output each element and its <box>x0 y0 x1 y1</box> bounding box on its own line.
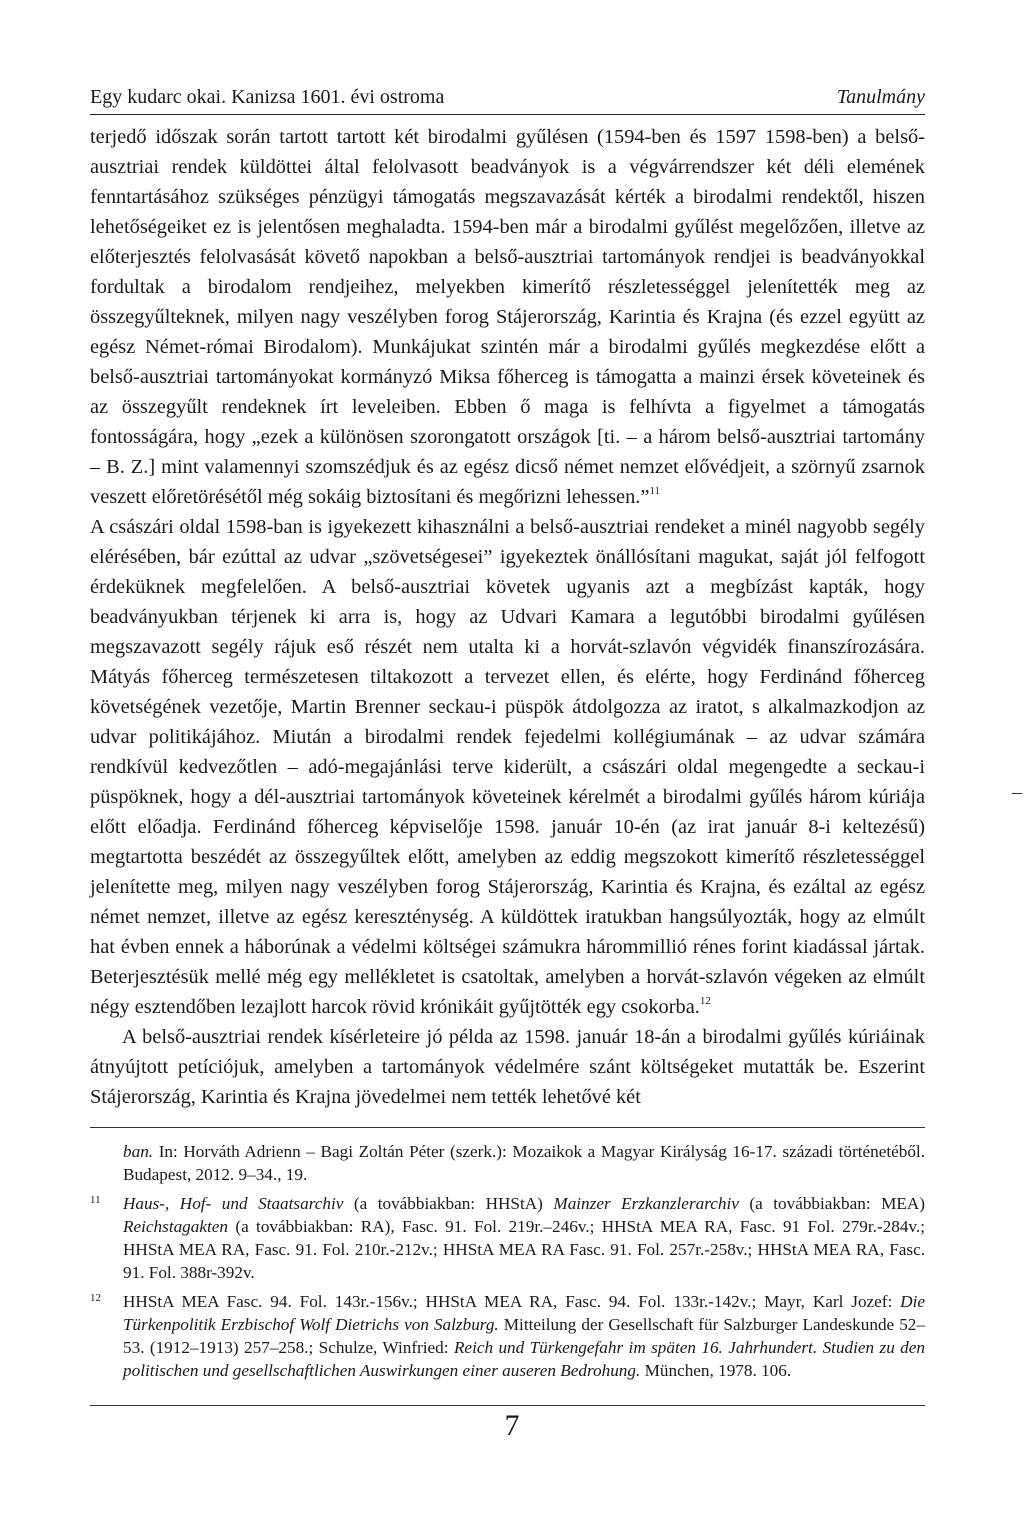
footnote-11-text-2: (a továbbiakban: MEA) <box>738 1194 926 1213</box>
header-section-label: Tanulmány <box>836 86 925 108</box>
footnotes <box>90 1140 925 1388</box>
page-number: 7 <box>504 1409 520 1442</box>
footnote-11-text-1: (a továbbiakban: HHStA) <box>343 1194 554 1213</box>
main-text <box>90 122 925 1112</box>
footnote-12-text-3: München, 1978. 106. <box>640 1361 792 1380</box>
footnote-cont-italic: ban. <box>123 1142 154 1161</box>
margin-mark: – <box>1012 781 1022 803</box>
footnote-number-12: 12 <box>90 1292 101 1304</box>
running-header <box>90 84 925 115</box>
paragraph-3 <box>90 1022 925 1112</box>
paragraph-1-text: terjedő időszak során tartott tartott két birodalmi gyűlésen (1594-ben és 1597 1598-ben) a belső-ausztriai rendek küldöttei által felolvasott beadványok is a végvárrendszer két déli elemének fenntartásához szükséges pénzügyi támogatás megszavazását kérték a birodalmi rendektől, hiszen lehetőségeiket ez is jelentősen meghaladta. 1594-ben már a birodalmi gyűlést megelőzően, illetve az előterjesztés felolvasását követő napokban a belső-ausztriai tartományok rendjei is beadványokkal fordultak a birodalom rendjeihez, melyekben kimerítő részletességgel jelenítették meg az összegyűlteknek, milyen nagy veszélyben forog Stájerország, Karintia és Krajna (és ezzel együtt az egész Német-római Birodalom). Munkájukat szintén már a birodalmi gyűlés megkezdése előtt a belső-ausztriai tartományokat kormányzó Miksa főherceg is támogatta a mainzi érsek követeinek és az összegyűlt rendeknek írt leveleiben. Ebben ő maga is felhívta a figyelmet a támogatás fontosságára, hogy „ezek a különösen szorongatott országok [ti. – a három belső-ausztriai tartomány – B. Z.] mint valamennyi szomszédjuk és az egész dicső német nemzet elővédjeit, a szörnyű zsarnok veszett előretörésétől még sokáig biztosítani és megőrizni lehessen.” <box>90 126 925 508</box>
header-title: Egy kudarc okai. Kanizsa 1601. évi ostroma <box>90 86 445 108</box>
footnote-ref-11: 11 <box>649 485 661 497</box>
paragraph-2-text: A császári oldal 1598-ban is igyekezett kihasználni a belső-ausztriai rendeket a minél nagyobb segély elérésében, bár ezúttal az udvar „szövetségesei” igyekeztek önállósítani magukat, saját jól felfogott érdeküknek megfelelően. A belső-ausztriai követek ugyanis azt a megbízást kapták, hogy beadványukban térjenek ki arra is, hogy az Udvari Kamara a legutóbbi birodalmi gyűlésen megszavazott segély rájuk eső részét nem utalta ki a horvát-szlavón végvidék finanszírozására. Mátyás főherceg természetesen tiltakozott a tervezet ellen, és elérte, hogy Ferdinánd főherceg követségének vezetője, Martin Brenner seckau-i püspök átdolgozza az iratot, s alkalmazkodjon az udvar politikájához. Miután a birodalmi rendek fejedelmi kollégiumának – az udvar számára rendkívül kedvezőtlen – adó-megajánlási terve kiderült, a császári oldal megengedte a seckau-i püspöknek, hogy a dél-ausztriai tartományok követeinek kérelmét a birodalmi gyűlés három kúriája előtt előadja. Ferdinánd főherceg képviselője 1598. január 10-én (az irat január 8-i keltezésű) megtartotta beszédét az összegyűltek előtt, amelyben az eddig megszokott kimerítő részletességgel jelenítette meg, milyen nagy veszélyben forog Stájerország, Karintia és Krajna, és ezáltal az egész német nemzet, illetve az egész kereszténység. A küldöttek iratukban hangsúlyozták, hogy az elmúlt hat évben ennek a háborúnak a védelmi költségei számukra hárommillió rénes forint kiadással jártak. Beterjesztésük mellé még egy mellékletet is csatoltak, amelyben a horvát-szlavón végeken az elmúlt négy esztendőben lezajlott harcok rövid krónikáit gyűjtötték egy csokorba. <box>90 516 925 1018</box>
paragraph-1 <box>90 122 925 512</box>
footnote-cont-text: In: Horváth Adrienn – Bagi Zoltán Péter (szerk.): Mozaikok a Magyar Királyság 16-17. századi történetéből. Budapest, 2012. 9–34., 19. <box>123 1142 925 1184</box>
paragraph-3-text: A belső-ausztriai rendek kísérleteire jó példa az 1598. január 18-án a birodalmi gyűlés kúriáinak átnyújtott petíciójuk, amelyben a tartományok védelmére szánt költségeket mutatták be. Eszerint Stájerország, Karintia és Krajna jövedelmei nem tették lehetővé két <box>90 1026 925 1108</box>
footnote-ref-12: 12 <box>699 995 711 1007</box>
paragraph-2 <box>90 512 925 1022</box>
footnote-11-text-3: (a továbbiakban: RA), Fasc. 91. Fol. 219r.–246v.; HHStA MEA RA, Fasc. 91 Fol. 279r.-284v.; HHStA MEA RA, Fasc. 91. Fol. 210r.-212v.; HHStA MEA RA Fasc. 91. Fol. 257r.-258v.; HHStA MEA RA, Fasc. 91. Fol. 388r-392v. <box>123 1217 925 1282</box>
footnote-11-italic-1: Haus-, Hof- und Staatsarchiv <box>123 1194 344 1213</box>
footnote-12-text-2: Mitteilung der Gesellschaft für Salzburger Landeskunde 52–53. (1912–1913) 257–258.; Schulze, Winfried: <box>123 1315 925 1357</box>
footnote-continuation <box>90 1140 925 1186</box>
footnote-11-italic-3: Reichstagakten <box>123 1217 228 1236</box>
footnote-12-italic-1: Die Türkenpolitik Erzbischof Wolf Dietrichs von Salzburg. <box>123 1292 925 1334</box>
footnote-12-text-1: HHStA MEA Fasc. 94. Fol. 143r.-156v.; HHStA MEA RA, Fasc. 94. Fol. 133r.-142v.; Mayr, Karl Jozef: <box>123 1292 901 1311</box>
footnote-number-11: 11 <box>90 1194 101 1206</box>
footnote-11 <box>90 1192 925 1284</box>
footnote-11-italic-2: Mainzer Erzkanzlerarchiv <box>553 1194 739 1213</box>
footnote-12-italic-2: Reich und Türkengefahr im späten 16. Jahrhundert. Studien zu den politischen und gesellschaftlichen Auswirkungen einer auseren Bedrohung. <box>123 1338 925 1380</box>
footnote-divider <box>90 1127 925 1128</box>
footnote-12 <box>90 1290 925 1382</box>
